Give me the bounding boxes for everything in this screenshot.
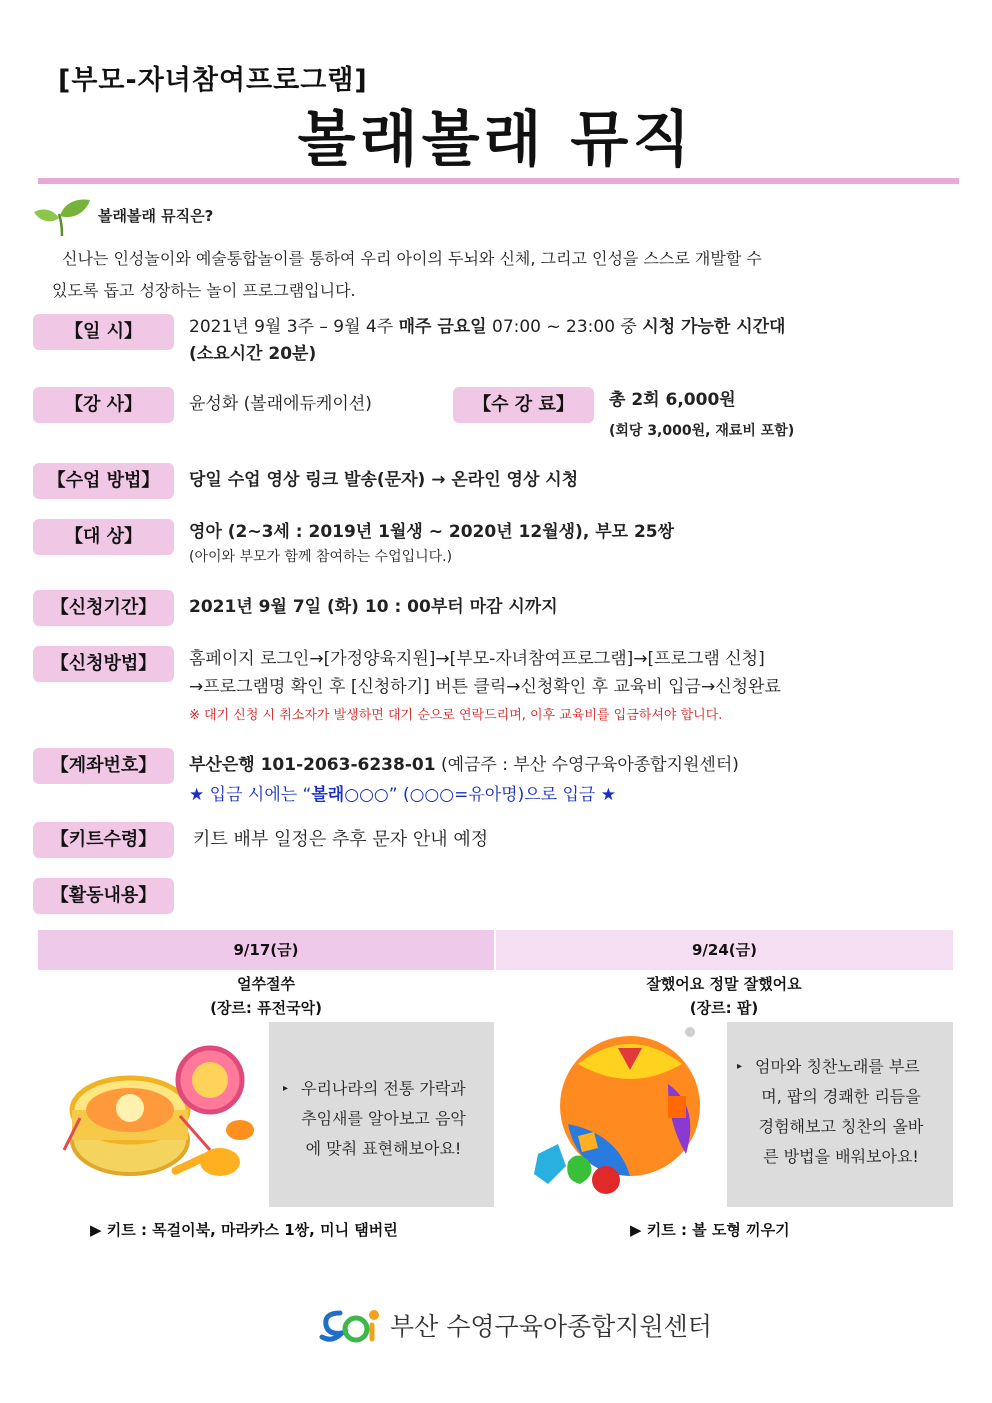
method-value: 당일 수업 영상 링크 발송(문자) → 온라인 영상 시청: [189, 470, 579, 490]
page-title: 볼래볼래 뮤직: [297, 105, 695, 175]
target-label: 【대 상】: [33, 519, 174, 555]
fee-note: (회당 3,000원, 재료비 포함): [609, 423, 795, 439]
deposit-note-start: ★ 입금 시에는 “: [189, 785, 312, 805]
schedule-duration: (소요시간 20분): [189, 344, 317, 364]
account-holder: (예금주 : 부산 수영구육아종합지원센터): [435, 755, 739, 775]
apply-label: 【신청방법】: [33, 646, 174, 682]
fee-label: 【수 강 료】: [453, 387, 594, 423]
session-1-desc-line-1: 우리나라의 전통 가락과: [301, 1079, 466, 1098]
session-2-desc-line-2: 며, 팝의 경쾌한 리듬을: [761, 1087, 921, 1106]
method-label: 【수업 방법】: [33, 463, 174, 499]
title-divider: [38, 178, 959, 184]
session-2-song-title: 잘했어요 정말 잘했어요: [646, 975, 802, 993]
session-1-desc-line-2: 추임새를 알아보고 음악: [301, 1109, 466, 1128]
intro-line-1: 신나는 인성놀이와 예술통합놀이를 통하여 우리 아이의 두뇌와 신체, 그리고 인성을 스스로 개발할 수: [62, 249, 762, 268]
session-1-genre: (장르: 퓨전국악): [210, 999, 322, 1017]
kit-pickup-label: 【키트수령】: [33, 822, 174, 858]
session-1-kit: ▶ 키트 : 목걸이북, 마라카스 1쌍, 미니 탬버린: [90, 1221, 398, 1239]
target-note: (아이와 부모가 함께 참여하는 수업입니다.): [189, 549, 453, 565]
center-logo-icon: [318, 1305, 380, 1345]
session-1-song: [38, 972, 494, 1020]
account-label: 【계좌번호】: [33, 748, 174, 784]
session-2-description: [727, 1022, 953, 1207]
session-2-date: 9/24(금): [496, 930, 953, 970]
shape-sorter-ball-image: [518, 1024, 718, 1204]
fee-value: 총 2회 6,000원: [609, 390, 736, 410]
session-2-kit: ▶ 키트 : 볼 도형 끼우기: [630, 1221, 790, 1239]
session-2-desc-line-4: 른 방법을 배워보아요!: [763, 1147, 919, 1166]
session-2-song: [496, 972, 952, 1020]
deposit-note-bold: 볼래: [311, 785, 345, 805]
account-value: [189, 752, 739, 779]
session-1-song-title: 얼쑤절쑤: [237, 975, 295, 993]
drum-maracas-tambourine-image: [60, 1030, 260, 1200]
schedule-time: 07:00 ~ 23:00 중: [486, 317, 643, 337]
program-category: [부모-자녀참여프로그램]: [58, 65, 368, 96]
period-label: 【신청기간】: [33, 590, 174, 626]
account-number: 부산은행 101-2063-6238-01: [189, 755, 436, 775]
session-1-date: 9/17(금): [38, 930, 494, 970]
session-2-genre: (장르: 팝): [689, 999, 759, 1017]
schedule-day: 매주 금요일: [398, 317, 487, 337]
apply-step-line-2: →프로그램명 확인 후 [신청하기] 버튼 클릭→신청확인 후 교육비 입금→신청완료: [189, 677, 781, 697]
sprout-icon: [34, 196, 92, 238]
instructor-label: 【강 사】: [33, 387, 174, 423]
intro-text: [52, 243, 932, 307]
period-value: 2021년 9월 7일 (화) 10 : 00부터 마감 시까지: [189, 597, 558, 617]
schedule-label: 【일 시】: [33, 314, 174, 350]
bullet-icon: ▸: [283, 1083, 289, 1094]
schedule-value: [189, 314, 949, 368]
session-1-desc-line-3: 에 맞춰 표현해보아요!: [305, 1139, 462, 1158]
intro-heading: 볼래볼래 뮤직은?: [98, 207, 214, 225]
session-1-description: [269, 1022, 494, 1207]
account-deposit-note: [189, 782, 616, 809]
activities-label: 【활동내용】: [33, 878, 174, 914]
apply-notice: ※ 대기 신청 시 취소자가 발생하면 대기 순으로 연락드리며, 이후 교육비를 입금하셔야 합니다.: [189, 708, 723, 723]
apply-step-line-1: 홈페이지 로그인→[가정양육지원]→[부모-자녀참여프로그램]→[프로그램 신청]: [189, 649, 765, 669]
schedule-dates: 2021년 9월 3주 – 9월 4주: [189, 317, 399, 337]
footer: [318, 1300, 712, 1350]
schedule-window: 시청 가능한 시간대: [642, 317, 786, 337]
center-name: 부산 수영구육아종합지원센터: [390, 1312, 712, 1341]
session-2-desc-line-3: 경험해보고 칭찬의 올바: [758, 1117, 924, 1136]
intro-line-2: 있도록 돕고 성장하는 놀이 프로그램입니다.: [52, 281, 356, 300]
kit-pickup-value: 키트 배부 일정은 추후 문자 안내 예정: [193, 829, 489, 850]
deposit-note-end: ○○○” (○○○=유아명)으로 입금 ★: [344, 785, 616, 805]
session-2-desc-line-1: 엄마와 칭찬노래를 부르: [755, 1057, 920, 1076]
instructor-value: 윤성화 (볼래에듀케이션): [189, 394, 372, 414]
target-value: 영아 (2~3세 : 2019년 1월생 ~ 2020년 12월생), 부모 25쌍: [189, 522, 675, 542]
bullet-icon: ▸: [737, 1061, 743, 1072]
